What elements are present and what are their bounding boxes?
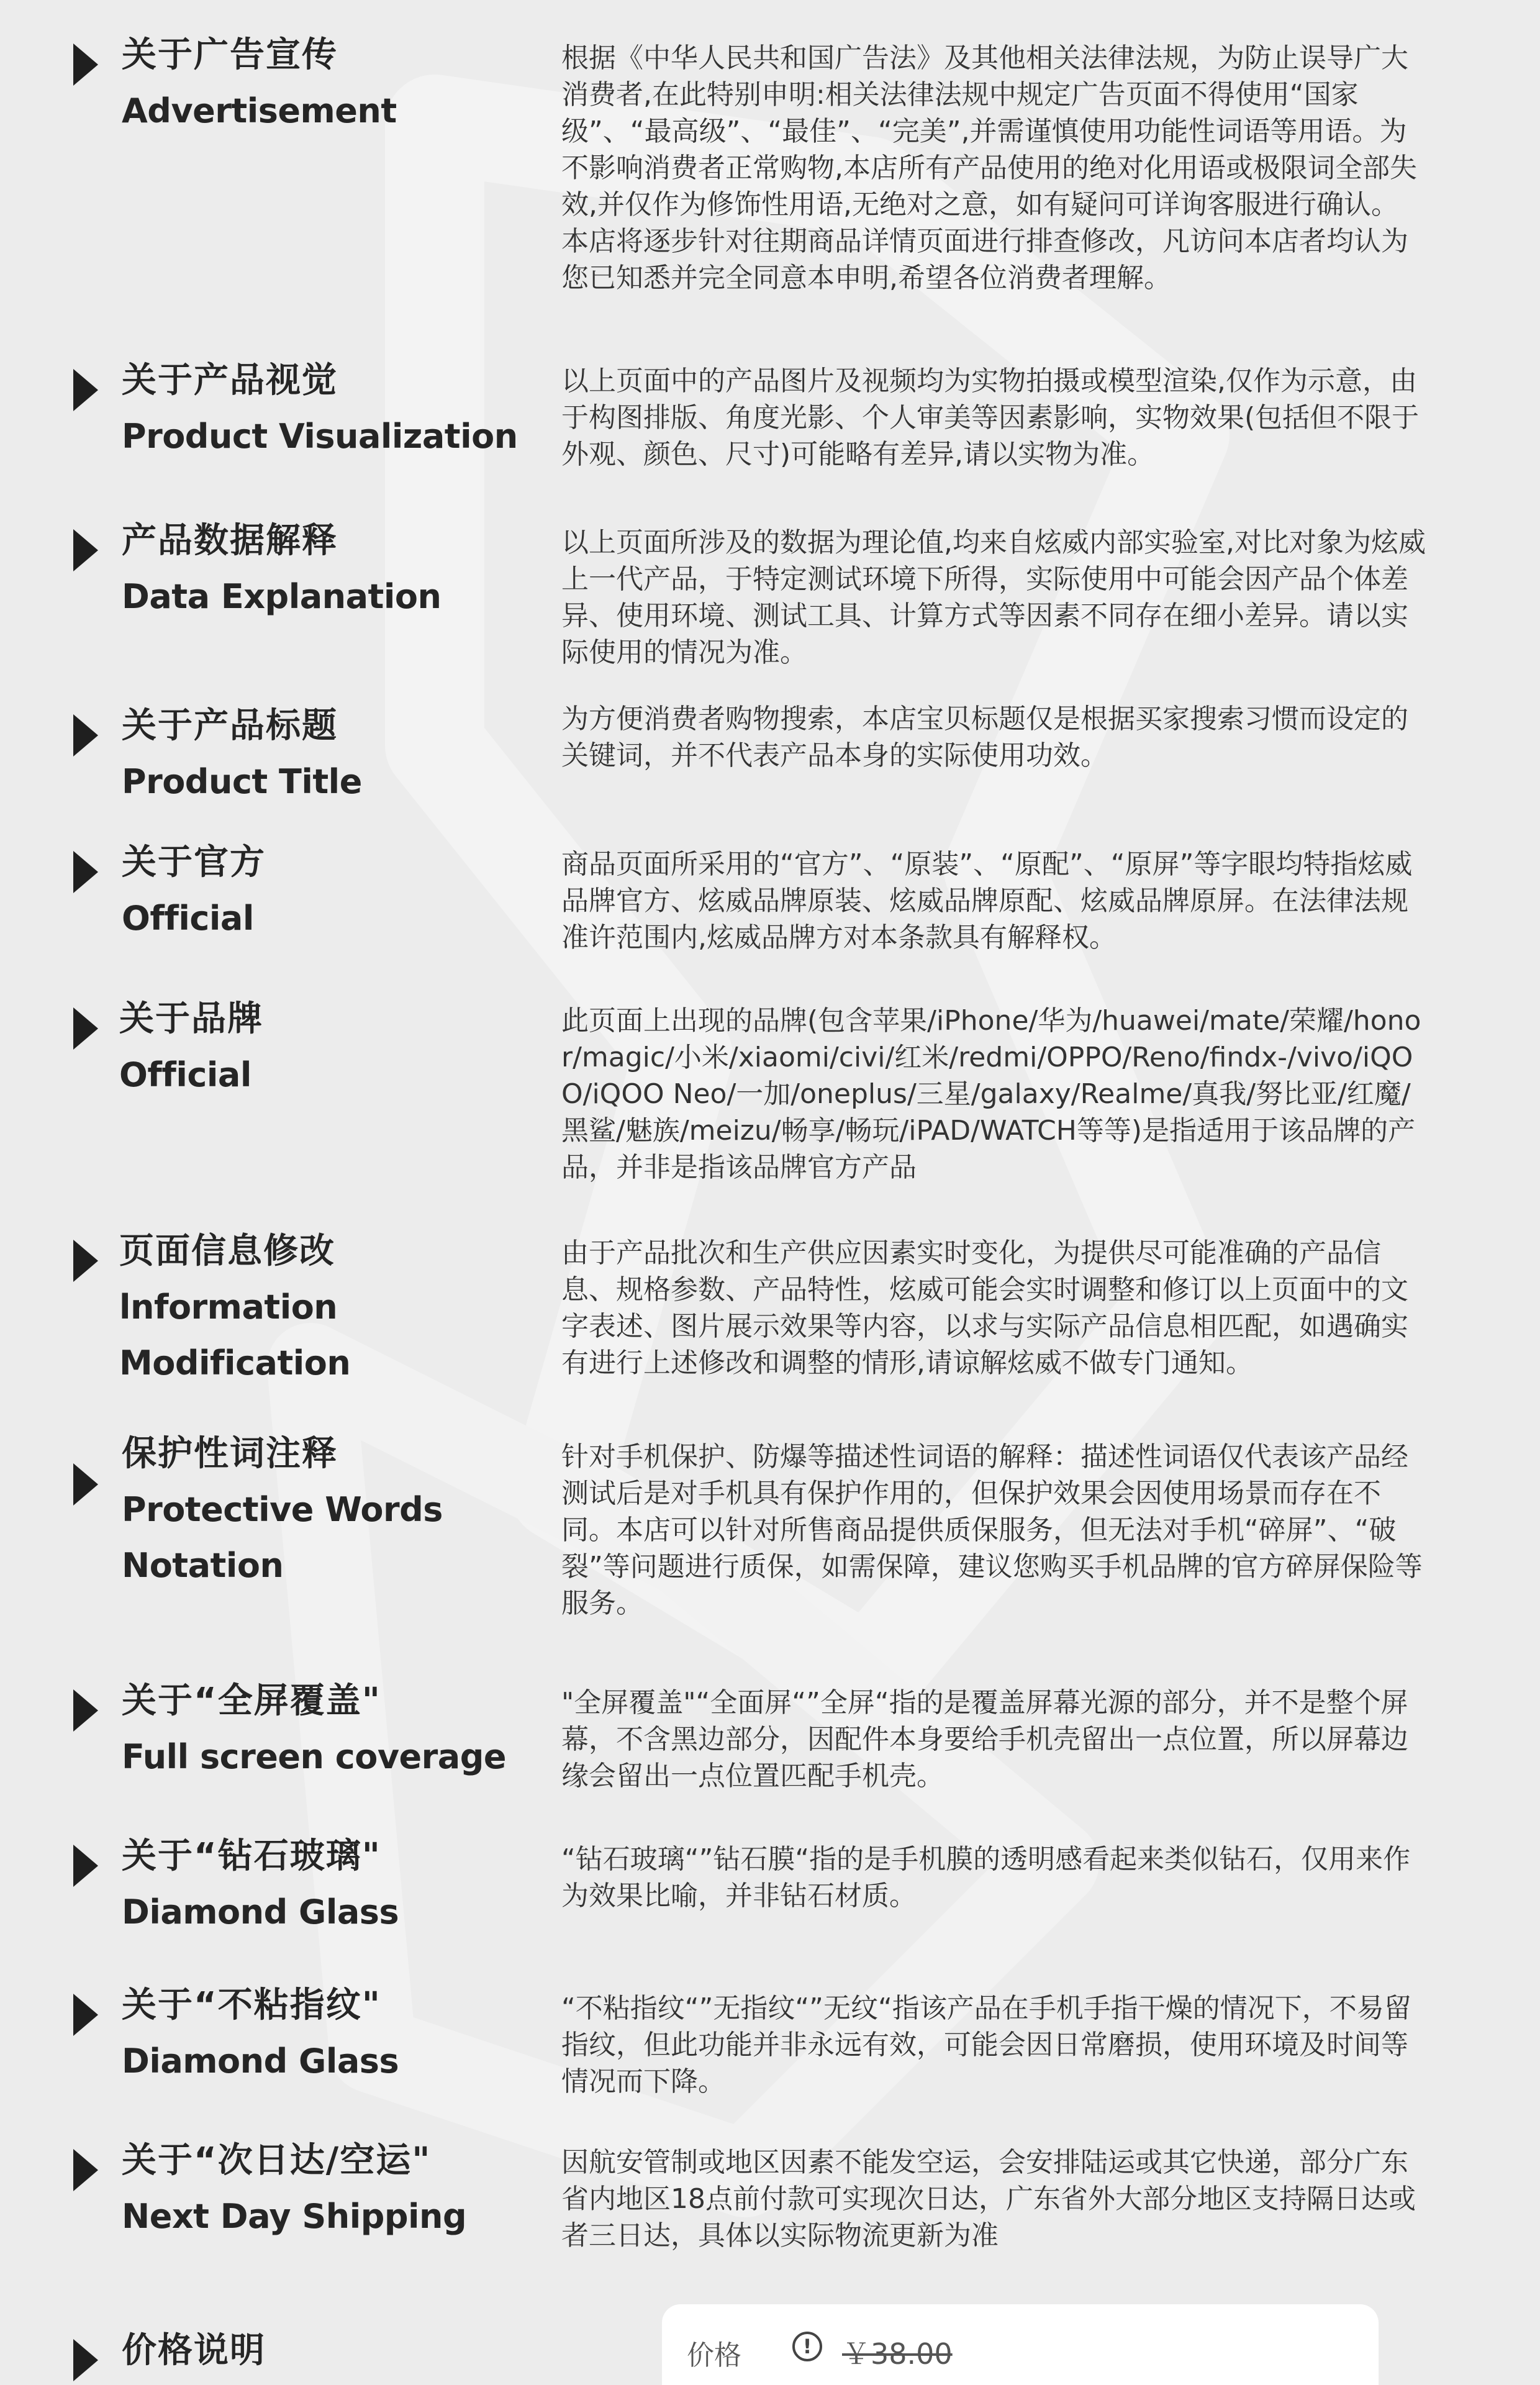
heading-zh: 保护性词注释 xyxy=(122,1433,338,1474)
body-paragraph: 为方便消费者购物搜索，本店宝贝标题仅是根据买家搜索习惯而设定的关键词，并不代表产品本身的实际使用功效。 xyxy=(561,703,1408,771)
heading-zh: 关于“次日达/空运" xyxy=(122,2140,432,2181)
heading-zh: 关于品牌 xyxy=(119,999,263,1039)
info-icon[interactable]: ! xyxy=(792,2332,822,2361)
section-body xyxy=(561,363,1431,473)
body-paragraph: 因航安管制或地区因素不能发空运，会安排陆运或其它快递，部分广东省内地区18点前付款可实现次日达，广东省外大部分地区支持隔日达或者三日达，具体以实际物流更新为准 xyxy=(561,2146,1416,2251)
section-body xyxy=(561,846,1431,956)
heading-en: Official xyxy=(119,1055,251,1094)
section-heading xyxy=(122,2323,519,2379)
triangle-bullet-icon xyxy=(73,1994,98,2036)
triangle-bullet-icon xyxy=(73,714,98,756)
triangle-bullet-icon xyxy=(73,1845,98,1887)
section-heading xyxy=(122,1426,519,1594)
price-card xyxy=(662,2304,1379,2385)
triangle-bullet-icon xyxy=(73,851,98,893)
heading-zh: 价格说明 xyxy=(122,2330,266,2371)
section-body xyxy=(561,40,1431,296)
heading-en: lnformation xyxy=(119,1288,338,1327)
heading-en: Modification xyxy=(119,1343,351,1383)
section-body xyxy=(561,1235,1431,1381)
original-price: ￥38.00 xyxy=(842,2337,953,2371)
section-heading xyxy=(122,835,519,947)
body-paragraph: 本店将逐步针对往期商品详情页面进行排查修改，凡访问本店者均认为您已知悉并完全同意本申明,希望各位消费者理解。 xyxy=(561,225,1408,294)
section-body xyxy=(561,1990,1431,2100)
triangle-bullet-icon xyxy=(73,1007,98,1050)
body-paragraph: 以上页面所涉及的数据为理论值,均来自炫威内部实验室,对比对象为炫威上一代产品，于特定测试环境下所得，实际使用中可能会因产品个体差异、使用环境、测试工具、计算方式等因素不同存在细小差异。请以实际使用的情况为准。 xyxy=(561,527,1426,668)
heading-en: Diamond Glass xyxy=(122,1892,399,1932)
heading-en: Protective Words xyxy=(122,1490,443,1529)
heading-zh: 关于产品视觉 xyxy=(122,360,338,401)
section-heading xyxy=(122,1978,519,2089)
price-label: 价格 xyxy=(687,2340,741,2371)
heading-en: Notation xyxy=(122,1546,284,1585)
section-heading xyxy=(122,1828,519,1940)
triangle-bullet-icon xyxy=(73,1463,98,1506)
heading-zh: 页面信息修改 xyxy=(119,1231,335,1271)
section-body xyxy=(561,1438,1431,1622)
section-body xyxy=(561,701,1431,774)
section-body xyxy=(561,2144,1431,2254)
body-paragraph: 针对手机保护、防爆等描述性词语的解释：描述性词语仅代表该产品经测试后是对手机具有保护作用的，但保护效果会因使用场景而存在不同。本店可以针对所售商品提供质保服务，但无法对手机“碎屏”、“破裂”等问题进行质保，如需保障，建议您购买手机品牌的官方碎屏保险等服务。 xyxy=(561,1441,1423,1619)
heading-zh: 关于“全屏覆盖" xyxy=(122,1681,381,1721)
section-body xyxy=(561,1841,1431,1914)
triangle-bullet-icon xyxy=(73,43,98,86)
body-paragraph: “不粘指纹“”无指纹“”无纹“指该产品在手机手指干燥的情况下，不易留指纹，但此功能并非永远有效，可能会因日常磨损，使用环境及时间等情况而下降。 xyxy=(561,1992,1411,2097)
section-heading xyxy=(119,1224,517,1391)
heading-en: Advertisement xyxy=(122,91,397,130)
heading-en: Product Title xyxy=(122,762,362,801)
section-heading xyxy=(122,27,519,139)
body-paragraph: 由于产品批次和生产供应因素实时变化，为提供尽可能准确的产品信息、规格参数、产品特性，炫威可能会实时调整和修订以上页面中的文字表述、图片展示效果等内容，以求与实际产品信息相匹配，如遇确实有进行上述修改和调整的情形,请谅解炫威不做专门通知。 xyxy=(561,1237,1408,1379)
triangle-bullet-icon xyxy=(73,529,98,571)
heading-en: Full screen coverage xyxy=(122,1737,507,1776)
body-paragraph: "全屏覆盖"“全面屏“”全屏“指的是覆盖屏幕光源的部分，并不是整个屏幕，不含黑边部分，因配件本身要给手机壳留出一点位置，所以屏幕边缘会留出一点位置匹配手机壳。 xyxy=(561,1687,1408,1792)
section-heading xyxy=(122,353,519,465)
body-paragraph: “钻石玻璃“”钻石膜“指的是手机膜的透明感看起来类似钻石，仅用来作为效果比喻，并非钻石材质。 xyxy=(561,1843,1411,1912)
heading-en: Next Day Shipping xyxy=(122,2197,467,2236)
heading-en: Data Explanation xyxy=(122,577,442,616)
section-body xyxy=(561,1684,1431,1794)
heading-zh: 关于“钻石玻璃" xyxy=(122,1836,381,1876)
heading-zh: 关于产品标题 xyxy=(122,706,338,746)
heading-zh: 关于官方 xyxy=(122,842,266,883)
triangle-bullet-icon xyxy=(73,2149,98,2191)
heading-en: Official xyxy=(122,899,254,938)
body-paragraph: 此页面上出现的品牌(包含苹果/iPhone/华为/huawei/mate/荣耀/honor/magic/小米/xiaomi/civi/红米/redmi/OPPO/Reno/findx-/vivo/iQOO/iQOO Neo/一加/oneplus/三星/galaxy/Realme/真我/努比亚/红魔/黑鲨/魅族/meizu/畅享/畅玩/iPAD/WATCH等等)是指适用于该品牌的产品，并非是指该品牌官方产品 xyxy=(561,1005,1421,1183)
section-heading xyxy=(119,991,517,1103)
section-heading xyxy=(122,698,519,810)
section-heading xyxy=(122,1673,519,1785)
section-body xyxy=(561,1002,1431,1186)
heading-zh: 关于广告宣传 xyxy=(122,35,338,75)
triangle-bullet-icon xyxy=(73,1689,98,1732)
triangle-bullet-icon xyxy=(73,369,98,411)
body-paragraph: 根据《中华人民共和国广告法》及其他相关法律法规，为防止误导广大消费者,在此特别申明:相关法律法规中规定广告页面不得使用“国家级”、“最高级”、“最佳”、“完美”,并需谨慎使用功能性词语等用语。为不影响消费者正常购物,本店所有产品使用的绝对化用语或极限词全部失效,并仅作为修饰性用语,无绝对之意，如有疑问可详询客服进行确认。 xyxy=(561,42,1417,220)
heading-en: Product Visualization xyxy=(122,417,518,456)
section-heading xyxy=(122,2133,519,2245)
section-heading xyxy=(122,513,519,625)
body-paragraph: 商品页面所采用的“官方”、“原装”、“原配”、“原屏”等字眼均特指炫威品牌官方、炫威品牌原装、炫威品牌原配、炫威品牌原屏。在法律法规准许范围内,炫威品牌方对本条款具有解释权。 xyxy=(561,848,1413,953)
heading-zh: 产品数据解释 xyxy=(122,520,338,561)
heading-en: Diamond Glass xyxy=(122,2042,399,2081)
triangle-bullet-icon xyxy=(73,2339,98,2381)
heading-zh: 关于“不粘指纹" xyxy=(122,1985,381,2025)
section-body xyxy=(561,524,1431,671)
triangle-bullet-icon xyxy=(73,1240,98,1282)
body-paragraph: 以上页面中的产品图片及视频均为实物拍摄或模型渲染,仅作为示意，由于构图排版、角度光影、个人审美等因素影响，实物效果(包括但不限于外观、颜色、尺寸)可能略有差异,请以实物为准。 xyxy=(561,365,1420,470)
